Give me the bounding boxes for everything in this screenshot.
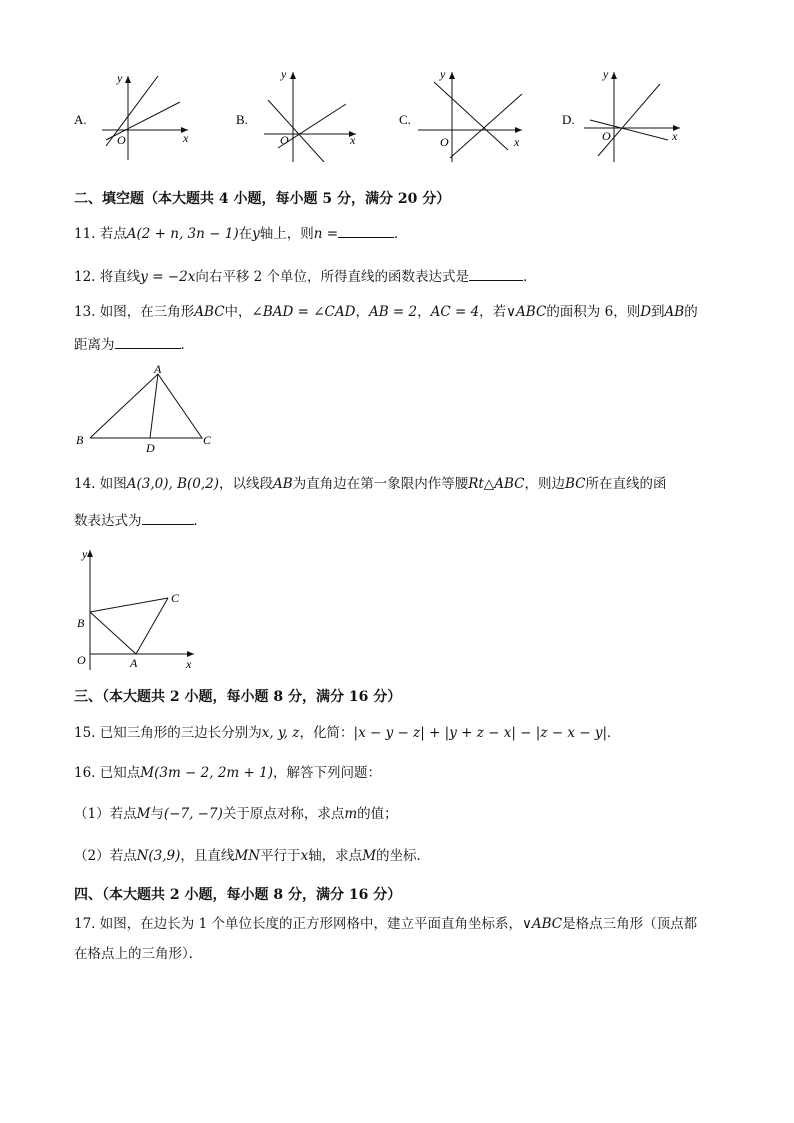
q13-label-d: D [146, 441, 155, 455]
svg-text:O: O [602, 129, 611, 143]
question-14-line2: 数表达式为 ． [74, 510, 207, 531]
q14-label-b: B [77, 616, 85, 630]
q15-number: 15. [74, 725, 96, 741]
svg-text:x: x [514, 135, 520, 149]
q12-line: y = −2x [140, 269, 196, 285]
q14-label-c: C [171, 591, 180, 605]
svg-text:O: O [280, 133, 289, 147]
question-13: 13. 如图，在三角形ABC中，∠BAD = ∠CAD，AB = 2，AC = 4，若∨ABC的面积为 6，则D到AB的 [74, 304, 698, 320]
question-14: 14. 如图A(3,0), B(0,2)，以线段AB为直角边在第一象限内作等腰Rt△ABC，则边BC所在直线的函 [74, 476, 667, 492]
question-15: 15. 已知三角形的三边长分别为x, y, z，化简：|x − y − z| + |y + z − x| − |z − x − y|． [74, 725, 621, 741]
option-d-label: D. [562, 112, 575, 127]
svg-text:y: y [603, 67, 609, 81]
section-2-heading: 二、填空题（本大题共 4 小题，每小题 5 分，满分 20 分） [74, 191, 451, 207]
q14-axis-y: y [82, 547, 88, 561]
option-b-label: B. [236, 112, 248, 127]
section-3-heading: 三、（本大题共 2 小题，每小题 8 分，满分 16 分） [74, 689, 402, 705]
q11-point: A(2 + n, 3n − 1) [126, 226, 239, 242]
option-a-graph [74, 71, 189, 160]
q12-number: 12. [74, 269, 96, 285]
q11-answer-blank[interactable] [338, 223, 394, 238]
option-a-label: A. [74, 112, 87, 127]
q17-number: 17. [74, 916, 96, 932]
q16-number: 16. [74, 765, 96, 781]
q14-axis-x: x [186, 657, 192, 670]
q14-coordinate-figure [70, 540, 210, 670]
option-c-label: C. [399, 112, 411, 127]
svg-text:O: O [440, 135, 449, 149]
option-c-graph [399, 67, 522, 162]
question-16-part-2: （2）若点N(3,9)，且直线MN平行于x轴，求点M的坐标． [74, 848, 431, 864]
svg-text:O: O [117, 133, 126, 147]
q14-origin: O [77, 653, 86, 667]
option-graphs [0, 62, 794, 162]
option-b-graph [236, 67, 356, 162]
q13-number: 13. [74, 304, 96, 320]
svg-text:y: y [281, 67, 287, 81]
q11-number: 11. [74, 226, 96, 242]
q15-expression: |x − y − z| + |y + z − x| − |z − x − y| [353, 725, 608, 741]
question-16-part-1: （1）若点M与(−7, −7)关于原点对称，求点m的值； [74, 806, 398, 822]
q14-label-a: A [130, 656, 138, 670]
q14-answer-blank[interactable] [142, 510, 194, 525]
q13-answer-blank[interactable] [115, 334, 181, 349]
q14-number: 14. [74, 476, 96, 492]
svg-text:x: x [350, 133, 356, 147]
q12-answer-blank[interactable] [469, 266, 523, 281]
question-13-line2: 距离为 ． [74, 334, 194, 355]
q13-label-c: C [203, 433, 212, 447]
question-16: 16. 已知点M(3m − 2, 2m + 1)，解答下列问题： [74, 765, 381, 781]
q13-triangle-figure [70, 360, 230, 460]
svg-text:x: x [672, 129, 678, 143]
section-4-heading: 四、（本大题共 2 小题，每小题 8 分，满分 16 分） [74, 887, 402, 903]
svg-text:y: y [440, 67, 446, 81]
q13-label-a: A [154, 362, 162, 376]
question-17-line2: 在格点上的三角形）． [74, 946, 203, 962]
question-17: 17. 如图，在边长为 1 个单位长度的正方形网格中，建立平面直角坐标系，∨ABC是格点三角形（顶点都 [74, 916, 698, 932]
option-d-graph [562, 67, 680, 162]
question-11: 11. 若点A(2 + n, 3n − 1)在y轴上，则n = ． [74, 223, 408, 244]
svg-text:y: y [117, 71, 123, 85]
q13-label-b: B [76, 433, 84, 447]
svg-text:x: x [183, 131, 189, 145]
question-12: 12. 将直线y = −2x向右平移 2 个单位，所得直线的函数表达式是 ． [74, 266, 537, 287]
